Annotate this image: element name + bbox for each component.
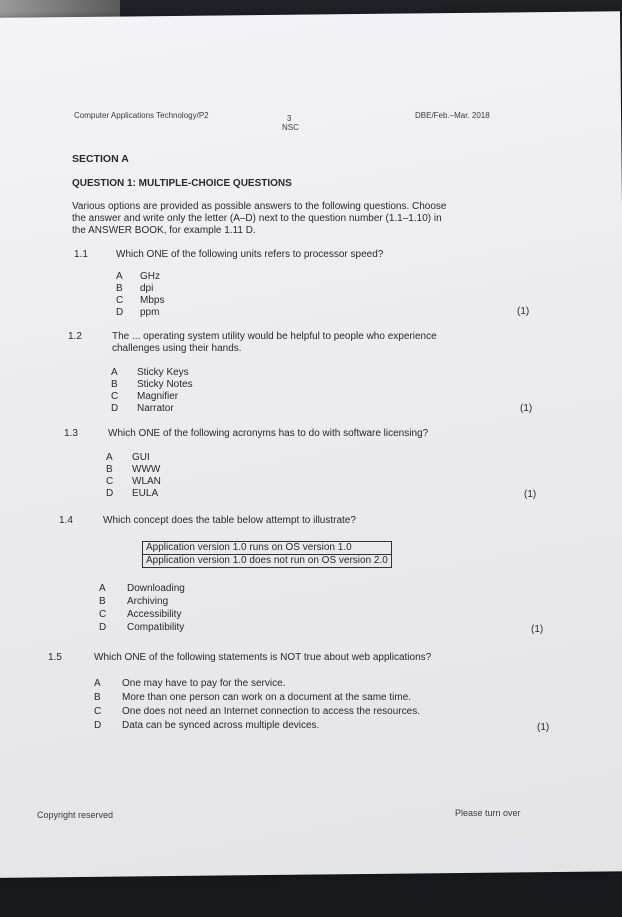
option-letter: A — [106, 452, 113, 463]
question-mark: (1) — [517, 306, 530, 317]
question-mark: (1) — [524, 489, 537, 500]
table-cell: Application version 1.0 does not run on OS version 2.0 — [143, 555, 392, 568]
footer-turn-over: Please turn over — [455, 808, 521, 818]
question-number: 1.2 — [68, 331, 82, 342]
option-text: dpi — [140, 283, 154, 294]
option-text: Compatibility — [127, 622, 185, 633]
option-letter: C — [106, 476, 114, 487]
option-letter: D — [99, 622, 107, 633]
table-cell: Application version 1.0 runs on OS version 1.0 — [143, 542, 392, 555]
header-session: DBE/Feb.–Mar. 2018 — [415, 111, 490, 120]
option-letter: D — [94, 720, 102, 731]
option-letter: A — [111, 367, 118, 378]
instructions-line-2: the answer and write only the letter (A–D) next to the question number (1.1–1.10) in — [72, 213, 442, 224]
option-letter: B — [106, 464, 113, 475]
option-letter: A — [99, 583, 106, 594]
option-text: Accessibility — [127, 609, 182, 620]
option-letter: B — [99, 596, 106, 607]
option-text: One does not need an Internet connection to access the resources. — [122, 706, 420, 717]
section-title: SECTION A — [72, 153, 129, 165]
option-text: WLAN — [132, 476, 161, 487]
option-letter: D — [111, 403, 119, 414]
header-page-number: 3 — [287, 114, 292, 123]
option-letter: A — [94, 678, 101, 689]
option-text: More than one person can work on a document at the same time. — [122, 692, 412, 703]
option-letter: C — [99, 609, 107, 620]
question-mark: (1) — [531, 624, 544, 635]
option-letter: B — [111, 379, 118, 390]
question-number: 1.3 — [64, 428, 78, 439]
option-letter: B — [94, 692, 101, 703]
option-letter: C — [111, 391, 119, 402]
question-title: QUESTION 1: MULTIPLE-CHOICE QUESTIONS — [72, 178, 292, 189]
illustration-table — [142, 541, 392, 568]
option-text: Narrator — [137, 403, 174, 414]
option-text: Mbps — [140, 295, 165, 306]
question-text: challenges using their hands. — [112, 343, 242, 354]
question-mark: (1) — [537, 722, 550, 733]
header-subject: Computer Applications Technology/P2 — [74, 111, 209, 120]
option-letter: D — [106, 488, 114, 499]
question-mark: (1) — [520, 403, 533, 414]
option-text: GUI — [132, 452, 150, 463]
question-text: Which ONE of the following statements is NOT true about web applications? — [94, 652, 432, 663]
option-text: Sticky Notes — [137, 379, 193, 390]
option-letter: D — [116, 307, 124, 318]
footer-copyright: Copyright reserved — [37, 810, 114, 820]
option-letter: C — [94, 706, 102, 717]
option-text: Magnifier — [137, 391, 179, 402]
option-text: EULA — [132, 488, 159, 499]
option-letter: C — [116, 295, 124, 306]
option-text: Downloading — [127, 583, 185, 594]
question-number: 1.1 — [74, 249, 88, 260]
question-text: Which ONE of the following acronyms has to do with software licensing? — [108, 428, 429, 439]
question-text: Which ONE of the following units refers to processor speed? — [116, 249, 384, 260]
option-text: WWW — [132, 464, 161, 475]
question-text: The ... operating system utility would be helpful to people who experience — [112, 331, 437, 342]
option-text: Archiving — [127, 596, 169, 607]
question-number: 1.5 — [48, 652, 62, 663]
option-letter: A — [116, 271, 123, 282]
instructions-line-1: Various options are provided as possible answers to the following questions. Choose — [72, 201, 447, 212]
option-text: One may have to pay for the service. — [122, 678, 286, 689]
question-text: Which concept does the table below attempt to illustrate? — [103, 515, 356, 526]
option-text: Data can be synced across multiple devices. — [122, 720, 320, 731]
option-letter: B — [116, 283, 123, 294]
option-text: ppm — [140, 307, 160, 318]
question-number: 1.4 — [59, 515, 73, 526]
instructions-line-3: the ANSWER BOOK, for example 1.11 D. — [72, 225, 256, 236]
option-text: GHz — [140, 271, 160, 282]
header-board: NSC — [282, 123, 299, 132]
option-text: Sticky Keys — [137, 367, 189, 378]
